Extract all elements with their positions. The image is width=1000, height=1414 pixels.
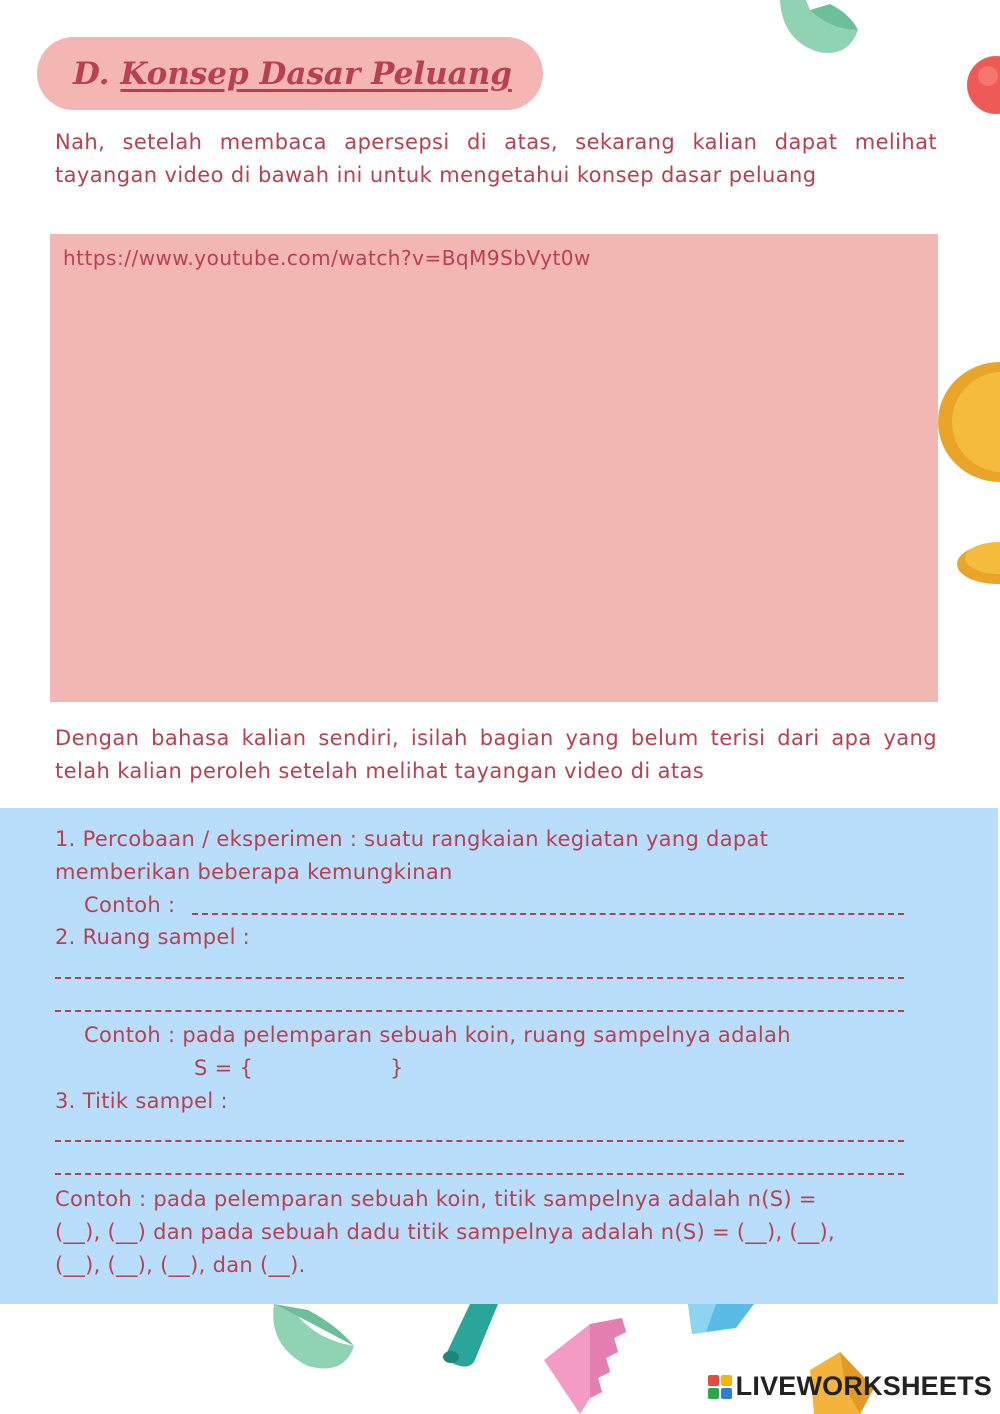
q2-set-close: } — [390, 1056, 404, 1080]
section-letter: D. — [73, 55, 110, 92]
gold-coin-small-icon — [955, 534, 1000, 586]
q3-example-line2: (__), (__) dan pada sebuah dadu titik sampelnya adalah n(S) = (__), (__), — [55, 1220, 835, 1244]
video-url-link[interactable]: https://www.youtube.com/watch?v=BqM9SbVyt0w — [63, 246, 591, 270]
liveworksheets-logo-icon — [708, 1375, 732, 1399]
pink-stairs-icon — [540, 1318, 630, 1414]
q3-example-line3: (__), (__), (__), dan (__). — [55, 1253, 306, 1277]
q1-definition-line1: 1. Percobaan / eksperimen : suatu rangkaian kegiatan yang dapat — [55, 827, 769, 851]
brand-text: LIVEWORKSHEETS — [735, 1371, 992, 1401]
q1-example-answer-blank[interactable] — [192, 913, 904, 915]
q1-example-label: Contoh : — [84, 893, 176, 917]
red-sphere-icon — [962, 56, 1000, 114]
gold-coin-icon — [936, 362, 1000, 482]
intro-paragraph: Nah, setelah membaca apersepsi di atas, sekarang kalian dapat melihat tayangan video di bawah ini untuk mengetahui konsep dasar peluang — [55, 130, 937, 187]
section-title-banner — [37, 37, 543, 110]
q1-definition-line2: memberikan beberapa kemungkinan — [55, 860, 453, 884]
q2-set-open: S = { — [194, 1056, 254, 1080]
liveworksheets-brand — [708, 1371, 992, 1402]
teal-cylinder-icon — [440, 1304, 504, 1368]
page-title — [73, 56, 512, 92]
mint-hemisphere-top-icon — [770, 0, 862, 56]
video-embed[interactable] — [50, 234, 938, 702]
q2-label: 2. Ruang sampel : — [55, 925, 251, 949]
mint-hemisphere-bottom-icon — [268, 1296, 358, 1372]
q2-answer-blank-2[interactable] — [55, 1010, 904, 1012]
blue-gem-icon — [686, 1304, 756, 1336]
q3-label: 3. Titik sampel : — [55, 1089, 228, 1113]
q3-example-line1: Contoh : pada pelemparan sebuah koin, titik sampelnya adalah n(S) = — [55, 1187, 817, 1211]
q2-answer-blank-1[interactable] — [55, 977, 904, 979]
q3-answer-blank-2[interactable] — [55, 1173, 904, 1175]
instruction-paragraph: Dengan bahasa kalian sendiri, isilah bagian yang belum terisi dari apa yang telah kalian peroleh setelah melihat tayangan video di atas — [55, 726, 937, 783]
q2-example-text: Contoh : pada pelemparan sebuah koin, ruang sampelnya adalah — [84, 1023, 791, 1047]
q3-answer-blank-1[interactable] — [55, 1140, 904, 1142]
section-title: Konsep Dasar Peluang — [120, 55, 512, 92]
